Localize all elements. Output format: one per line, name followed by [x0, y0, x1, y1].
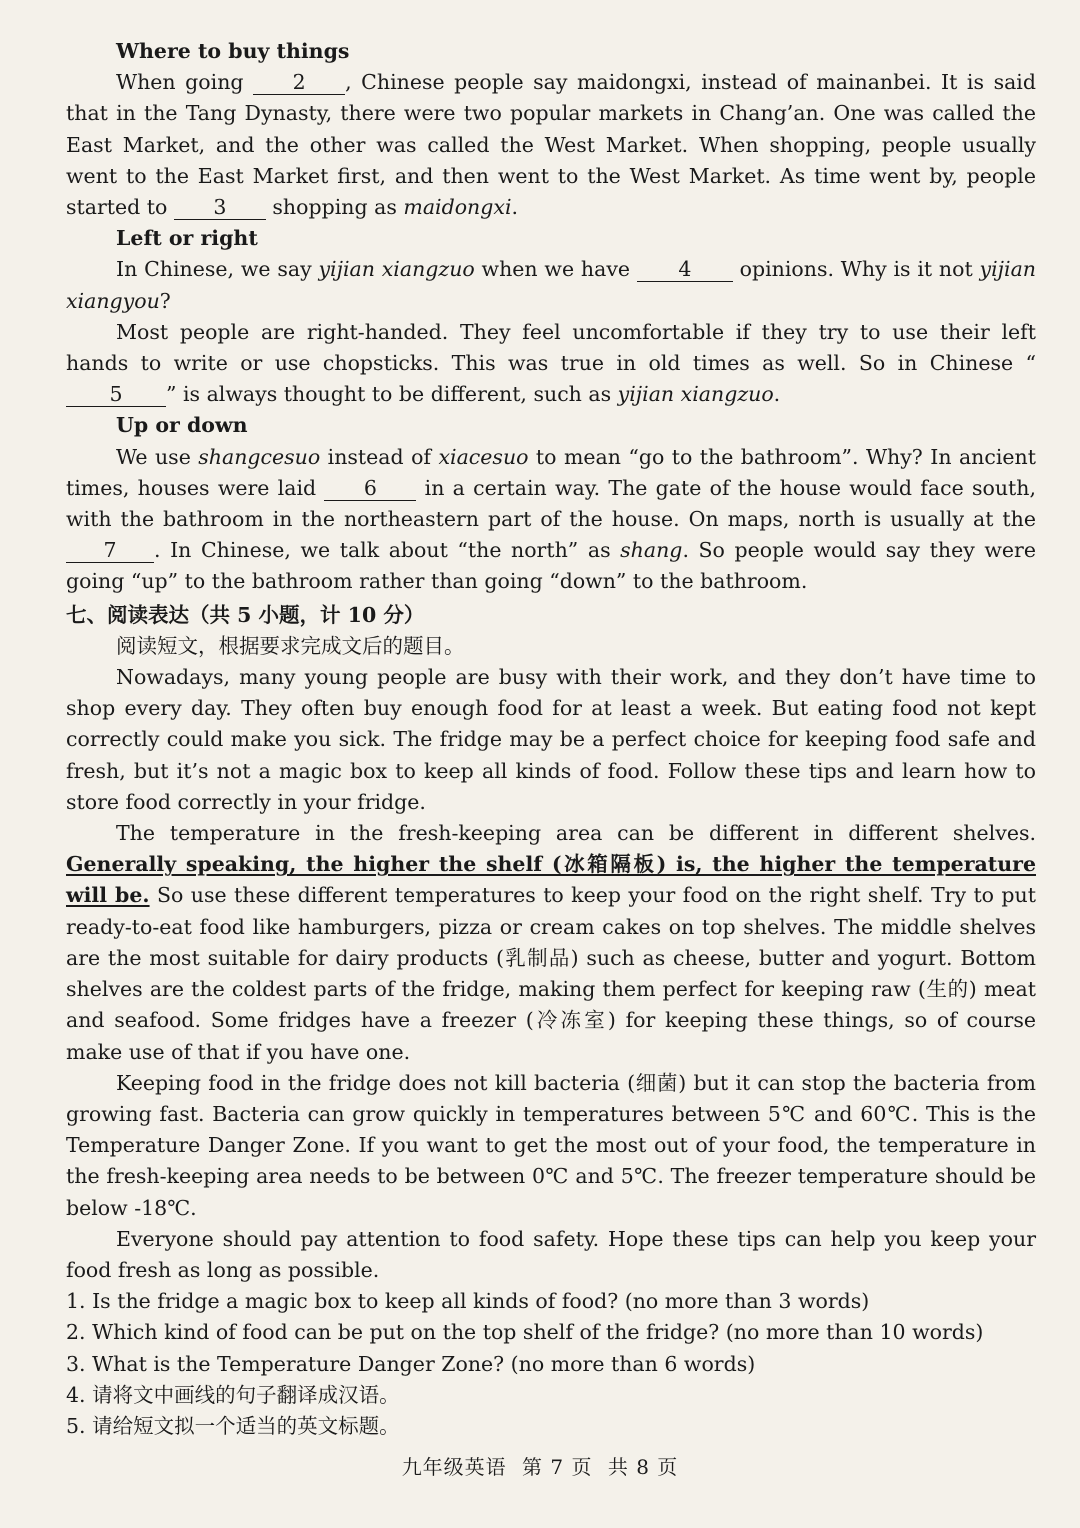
heading-left-or-right: Left or right	[116, 226, 258, 251]
heading-where-to-buy: Where to buy things	[116, 39, 350, 63]
reading-paragraph-1: Nowadays, many young people are busy with their work, and they don’t have time to shop every day. They often buy enough food for at least a week. But eating food not kept correctly could make you sick. The fridge may be a perfect choice for keeping food safe and fresh, but it’s not a magic box to keep all kinds of food. Follow these tips and learn how to store food correctly in your fridge.	[66, 665, 1036, 814]
paragraph-left-or-right-2: Most people are right-handed. They feel uncomfortable if they try to use their left hands to write or use chopsticks. This was true in old times as well. So in Chinese “5 ” is always thought to be different, such as yijian xiangzuo.	[66, 319, 1036, 407]
paragraph-up-or-down: We use shangcesuo instead of xiacesuo to mean “go to the bathroom”. Why? In ancient times, houses were laid 6 in a certain way. The gate of the house would face south, with the bathroom in the northeastern part of the house. On maps, north is usually at the 7 . In Chinese, we talk about “the north” as shang. So people would say they were going “up” to the bathroom rather than going “down” to the bathroom.	[66, 444, 1036, 594]
section-7-instruction: 阅读短文，根据要求完成文后的题目。	[116, 633, 465, 658]
question-4: 4. 请将文中画线的句子翻译成汉语。	[66, 1382, 400, 1407]
section-7-title: 七、阅读表达（共 5 小题，计 10 分）	[66, 602, 425, 627]
footer-total: 共 8 页	[607, 1455, 679, 1479]
reading-paragraph-4: Everyone should pay attention to food safety. Hope these tips can help you keep your food fresh as long as possible.	[66, 1226, 1036, 1282]
blank-6[interactable]: 6	[324, 476, 416, 501]
blank-2[interactable]: 2	[253, 70, 345, 95]
reading-paragraph-3: Keeping food in the fridge does not kill bacteria (细菌) but it can stop the bacteria from growing fast. Bacteria can grow quickly in temperatures between 5℃ and 60℃. This is the Temperature Danger Zone. If you want to get the most out of your food, the temperature in the fresh-keeping area needs to be between 0℃ and 5℃. The freezer temperature should be below -18℃.	[66, 1070, 1036, 1220]
paragraph-left-or-right-1: In Chinese, we say yijian xiangzuo when we have 4 opinions. Why is it not yijian xiangyou?	[66, 257, 1036, 313]
question-3: 3. What is the Temperature Danger Zone? (no more than 6 words)	[66, 1351, 756, 1376]
blank-7[interactable]: 7	[66, 538, 154, 563]
page-footer	[0, 1452, 1080, 1483]
heading-up-or-down: Up or down	[116, 413, 248, 438]
blank-3[interactable]: 3	[174, 195, 266, 220]
question-5: 5. 请给短文拟一个适当的英文标题。	[66, 1413, 400, 1438]
blank-4[interactable]: 4	[637, 257, 733, 282]
underlined-sentence: Generally speaking, the higher the shelf (冰箱隔板) is, the higher the temperature will be.	[66, 852, 1036, 908]
question-2: 2. Which kind of food can be put on the top shelf of the fridge? (no more than 10 words)	[66, 1320, 984, 1345]
paragraph-where-to-buy: When going 2 , Chinese people say maidongxi, instead of mainanbei. It is said that in the Tang Dynasty, there were two popular markets in Chang’an. One was called the East Market, and the other was called the West Market. When shopping, people usually went to the East Market first, and then went to the West Market. As time went by, people started to 3 shopping as maidongxi.	[66, 70, 1036, 220]
reading-paragraph-2: The temperature in the fresh-keeping area can be different in different shelves. Generally speaking, the higher the shelf (冰箱隔板) is, the higher the temperature will be. So use these different temperatures to keep your food on the right shelf. Try to put ready-to-eat food like hamburgers, pizza or cream cakes on top shelves. The middle shelves are the most suitable for dairy products (乳制品) such as cheese, butter and yogurt. Bottom shelves are the coldest parts of the fridge, making them perfect for keeping raw (生的) meat and seafood. Some fridges have a freezer (冷冻室) for keeping these things, so of course make use of that if you have one.	[66, 821, 1036, 1064]
blank-5[interactable]: 5	[66, 382, 166, 407]
question-1: 1. Is the fridge a magic box to keep all kinds of food? (no more than 3 words)	[66, 1289, 870, 1314]
footer-grade: 九年级英语	[401, 1455, 507, 1479]
footer-page: 第 7 页	[522, 1455, 593, 1479]
